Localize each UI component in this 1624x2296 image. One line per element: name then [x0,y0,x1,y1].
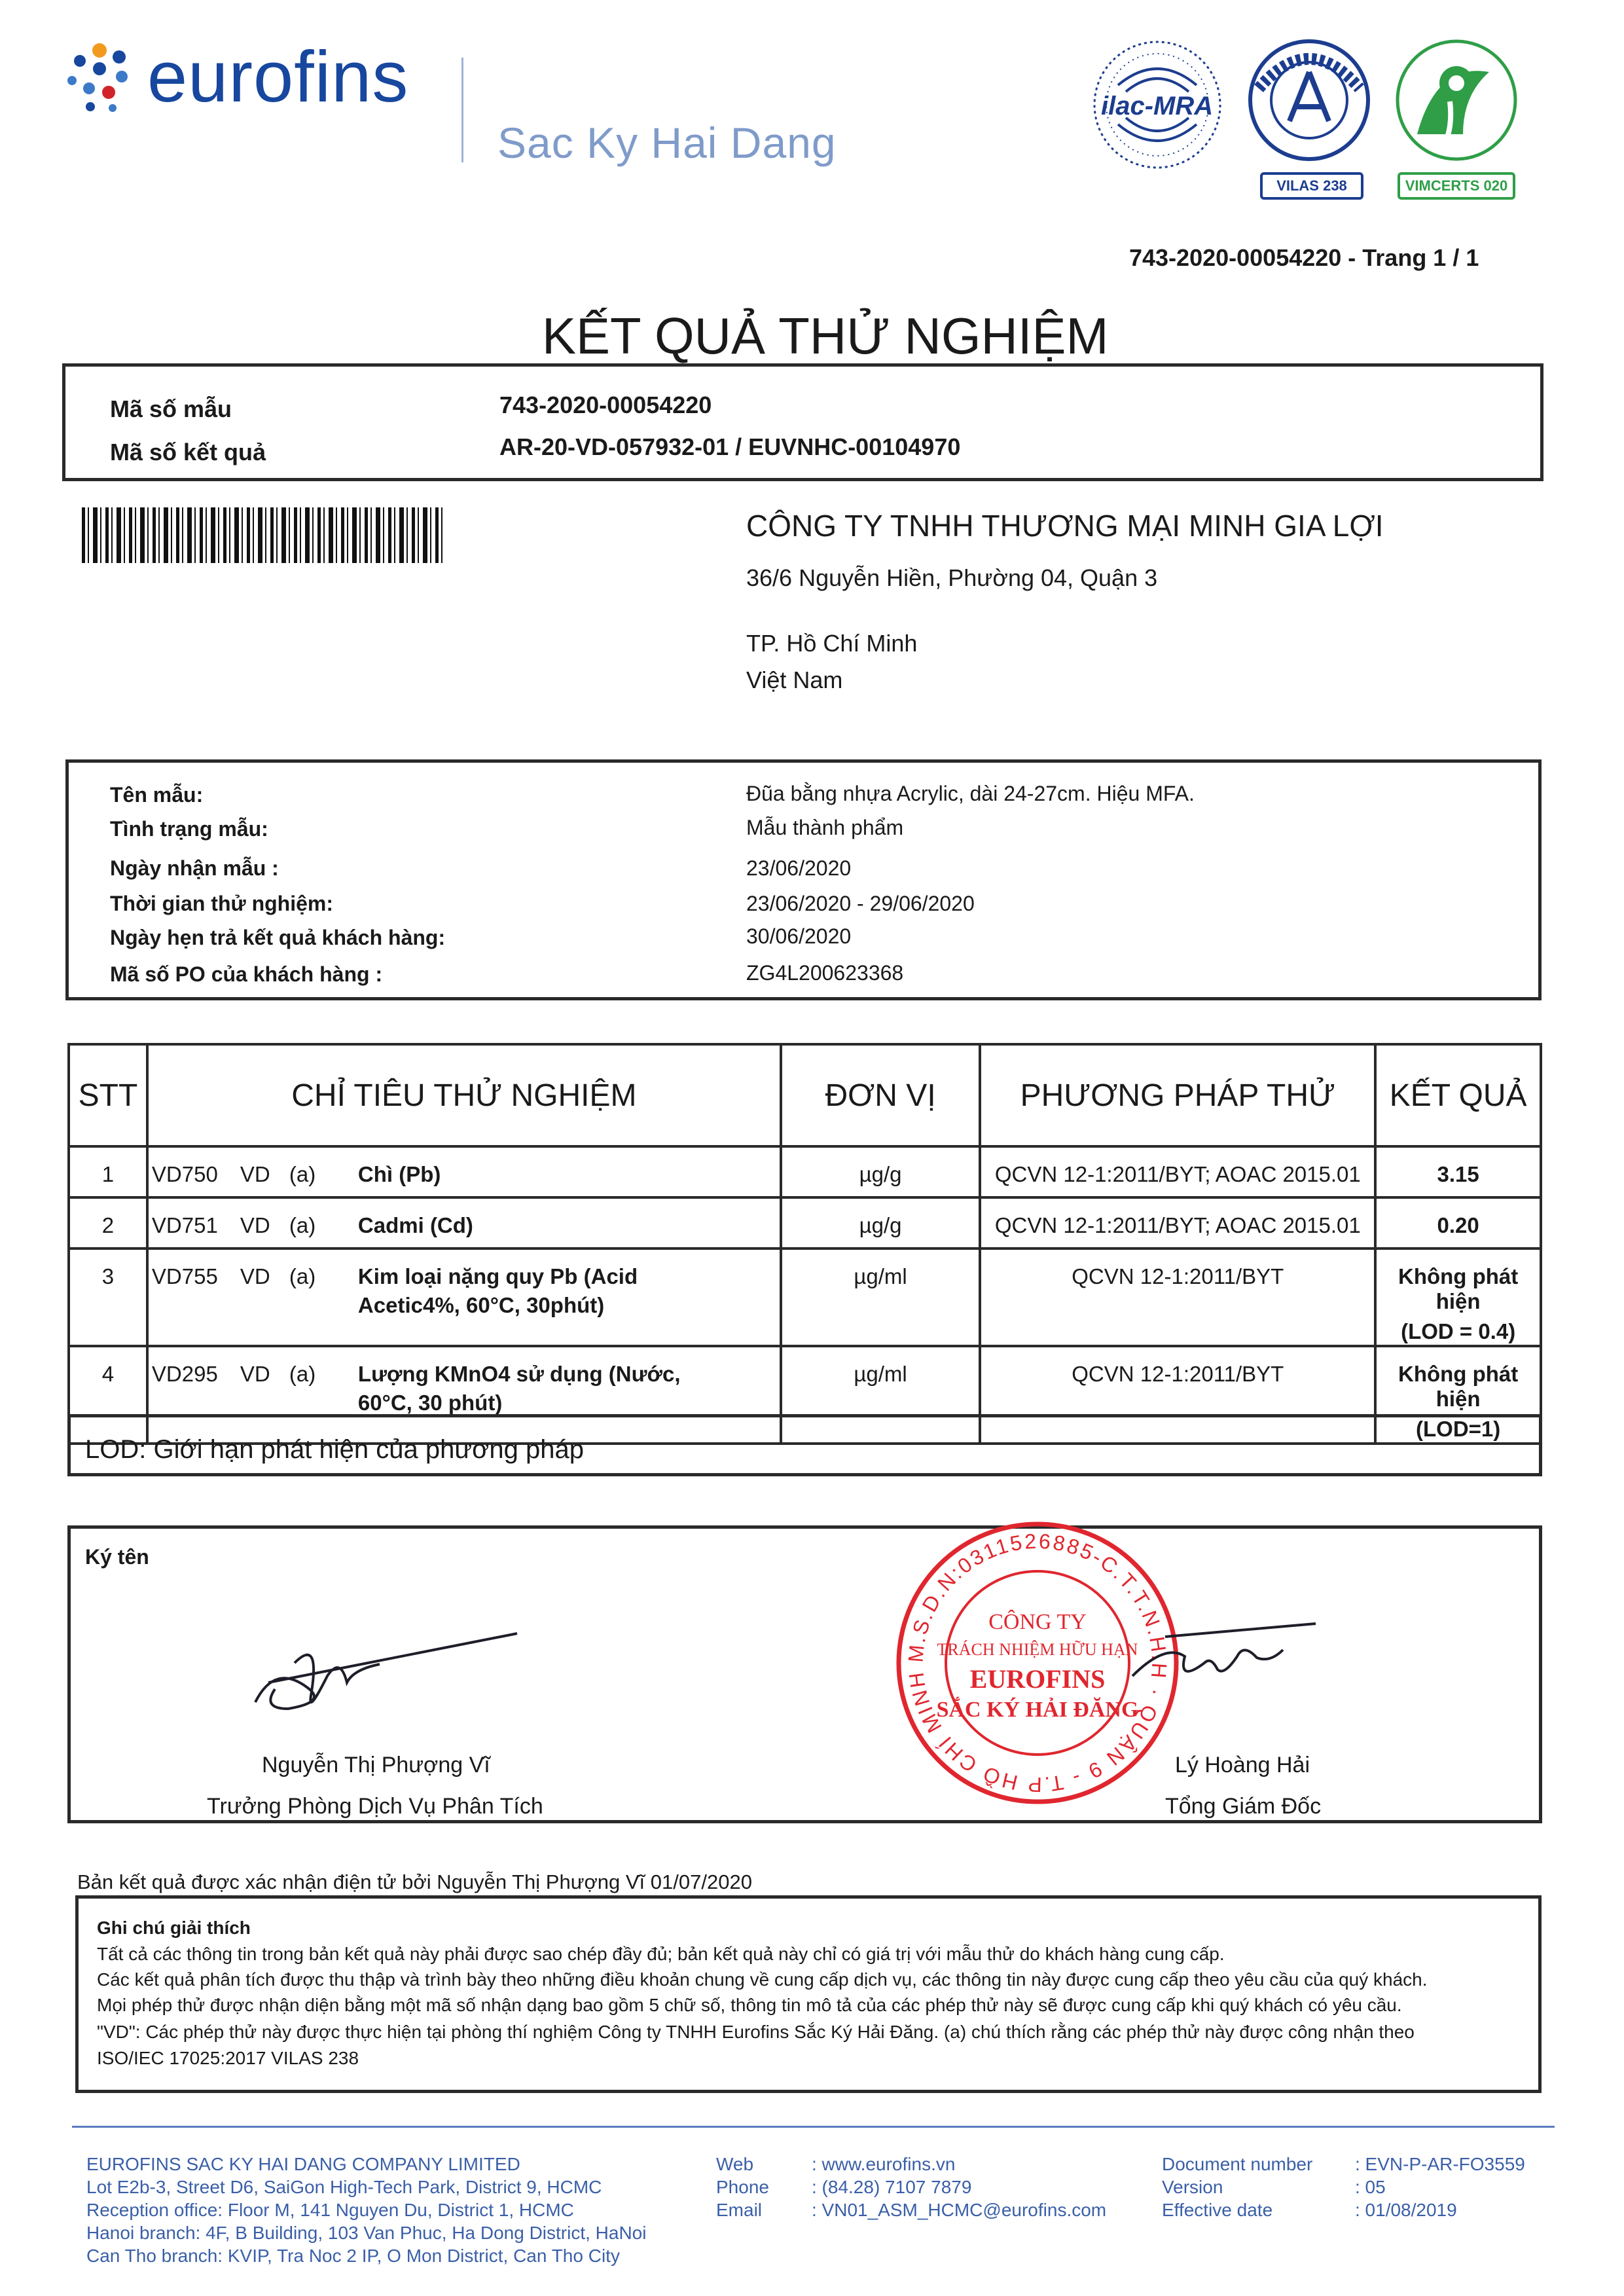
ilac-mra-badge [1092,39,1223,170]
seal-line3: EUROFINS [969,1664,1106,1694]
footer-effdate-value: : 01/08/2019 [1355,2200,1457,2220]
right-signer-name: Lý Hoàng Hải [1175,1753,1310,1777]
footer-web-label: Web [716,2154,754,2174]
table-row [69,1197,1541,1248]
lod-note: LOD: Giới hạn phát hiện của phương pháp [85,1435,584,1464]
row-unit: µg/g [781,1197,980,1248]
row-test-code: VD755 [151,1264,218,1288]
row-parameter-name-cont: 60°C, 30 phút) [357,1391,503,1415]
footer-address: Lot E2b-3, Street D6, SaiGon High-Tech Park, District 9, HCMC [86,2177,602,2197]
header-stt: STT [69,1044,147,1146]
row-parameter [147,1146,781,1197]
row-stt: 3 [69,1248,147,1346]
result-code-value: AR-20-VD-057932-01 / EUVNHC-00104970 [499,433,961,460]
row-parameter [147,1197,781,1248]
row-accreditation-mark: (a) [289,1213,316,1237]
notes-line: Mọi phép thử được nhận diện bằng một mã số nhận dạng bao gồm 5 chữ số, thông tin mô tả của các phép thử này sẽ được cung cấp khi quý khách có yêu cầu. [97,1995,1402,2015]
row-unit: µg/ml [781,1248,980,1346]
row-accreditation-mark: (a) [289,1362,316,1386]
sample-info-value: Mẫu thành phẩm [746,816,904,839]
result-code-label: Mã số kết quả [110,439,266,465]
header-method: PHƯƠNG PHÁP THỬ [980,1044,1375,1146]
left-signer-name: Nguyễn Thị Phượng Vĩ [262,1753,490,1777]
sample-code-value: 743-2020-00054220 [499,392,712,418]
row-parameter-name: Lượng KMnO4 sử dụng (Nước, [357,1362,681,1386]
row-parameter-name-cont: Acetic4%, 60°C, 30phút) [357,1293,605,1317]
sample-code-label: Mã số mẫu [110,395,232,422]
results-header-row [69,1044,1541,1146]
row-result-line2: (LOD = 0.4) [1401,1319,1516,1343]
row-unit: µg/ml [781,1346,980,1444]
sample-info-value: ZG4L200623368 [746,961,904,985]
ilac-mra-text: ilac-MRA [1101,92,1214,120]
footer-company: EUROFINS SAC KY HAI DANG COMPANY LIMITED [86,2154,520,2174]
row-parameter-name: Kim loại nặng quy Pb (Acid [357,1264,638,1288]
vilas-label: VILAS 238 [1260,172,1363,200]
sample-barcode [82,507,445,563]
vimcerts-badge [1391,36,1522,200]
row-result-line1: Không phát hiện [1398,1362,1519,1411]
row-stt: 1 [69,1146,147,1197]
row-result-line2: (LOD=1) [1416,1417,1501,1441]
notes-line: ISO/IEC 17025:2017 VILAS 238 [97,2048,359,2068]
footer-docnum-label: Document number [1162,2154,1313,2174]
sample-info-label: Tình trạng mẫu: [110,817,268,841]
footer-divider [72,2126,1555,2128]
eurofins-logo [65,39,458,118]
results-table [67,1043,1542,1445]
footer-email-label: Email [716,2200,763,2220]
row-result: 3.15 [1375,1146,1541,1197]
sample-info-value: 23/06/2020 [746,856,852,880]
row-lab-code: VD [240,1162,270,1186]
table-row [69,1248,1541,1346]
sample-info-label: Mã số PO của khách hàng : [110,962,383,986]
row-lab-code: VD [240,1213,270,1237]
row-stt: 2 [69,1197,147,1248]
footer-phone-label: Phone [716,2177,769,2197]
table-row [69,1146,1541,1197]
footer-email-link[interactable]: : VN01_ASM_HCMC@eurofins.com [812,2200,1107,2220]
row-test-code: VD295 [151,1362,218,1386]
row-accreditation-mark: (a) [289,1264,316,1288]
sample-info-label: Ngày hẹn trả kết quả khách hàng: [110,926,446,949]
row-method: QCVN 12-1:2011/BYT [980,1346,1375,1444]
footer-phone-value: : (84.28) 7107 7879 [812,2177,972,2197]
sample-info-value: Đũa bằng nhựa Acrylic, dài 24-27cm. Hiệu MFA. [746,782,1195,805]
vimcerts-tree-icon [1391,36,1522,173]
right-signer-title: Tổng Giám Đốc [1165,1794,1322,1819]
row-parameter-name: Chì (Pb) [357,1162,441,1186]
header-result: KẾT QUẢ [1375,1044,1541,1146]
client-city: TP. Hồ Chí Minh [746,630,918,657]
header-divider [461,58,463,162]
row-parameter [147,1248,781,1346]
row-result [1375,1248,1541,1346]
notes-line: Tất cả các thông tin trong bản kết quả này phải được sao chép đầy đủ; bản kết quả này chỉ có giá trị với mẫu thử do khách hàng cung cấp. [97,1944,1225,1964]
electronic-confirmation: Bản kết quả được xác nhận điện tử bởi Nguyễn Thị Phượng Vĩ 01/07/2020 [77,1870,752,1893]
row-accreditation-mark: (a) [289,1162,316,1186]
right-signature [1126,1617,1322,1696]
row-test-code: VD751 [151,1213,218,1237]
seal-ring-text: M.S.D.N:0311526885-C.T.T.N.H.H · QUẬN 9 - T.P HỒ CHÍ MINH [903,1529,1172,1797]
brand-name: eurofins [147,37,409,117]
row-method: QCVN 12-1:2011/BYT [980,1248,1375,1346]
vimcerts-label: VIMCERTS 020 [1398,172,1515,200]
boa-accreditation-icon [1247,36,1371,173]
row-test-code: VD750 [151,1162,218,1186]
row-stt: 4 [69,1346,147,1444]
row-result: 0.20 [1375,1197,1541,1248]
document-title: KẾT QUẢ THỬ NGHIỆM [542,307,1109,365]
sample-info-label: Tên mẫu: [110,783,204,807]
row-method: QCVN 12-1:2011/BYT; AOAC 2015.01 [980,1146,1375,1197]
sample-info-label: Thời gian thử nghiệm: [110,892,333,915]
footer-version-label: Version [1162,2177,1223,2197]
footer-address: Can Tho branch: KVIP, Tra Noc 2 IP, O Mon District, Can Tho City [86,2246,620,2266]
row-lab-code: VD [240,1362,270,1386]
footer-version-value: : 05 [1355,2177,1386,2197]
notes-line: "VD": Các phép thử này được thực hiện tại phòng thí nghiệm Công ty TNHH Eurofins Sắc Ký Hải Đăng. (a) chú thích rằng các phép thử này được công nhận theo [97,2022,1415,2042]
header-unit: ĐƠN VỊ [781,1044,980,1146]
footer-web-link[interactable]: : www.eurofins.vn [812,2154,956,2174]
eurofins-dots-icon [65,43,137,115]
notes-heading: Ghi chú giải thích [97,1918,251,1938]
left-signer-title: Trưởng Phòng Dịch Vụ Phân Tích [207,1794,543,1819]
sample-info-label: Ngày nhận mẫu : [110,856,279,880]
row-lab-code: VD [240,1264,270,1288]
brand-subsidiary: Sac Ky Hai Dang [497,118,837,167]
sample-info-value: 30/06/2020 [746,924,852,948]
row-method: QCVN 12-1:2011/BYT; AOAC 2015.01 [980,1197,1375,1248]
footer-effdate-label: Effective date [1162,2200,1273,2220]
sample-id-box [62,363,1543,481]
footer-address: Reception office: Floor M, 141 Nguyen Du, District 1, HCMC [86,2200,574,2220]
seal-line2: TRÁCH NHIỆM HỮU HẠN [937,1640,1138,1659]
header-parameter: CHỈ TIÊU THỬ NGHIỆM [147,1044,781,1146]
footer-address: Hanoi branch: 4F, B Building, 103 Van Phuc, Ha Dong District, HaNoi [86,2223,647,2243]
row-unit: µg/g [781,1146,980,1197]
boa-vilas-badge [1247,36,1371,200]
seal-line4: SẮC KÝ HẢI ĐĂNG [936,1698,1139,1722]
client-address: 36/6 Nguyễn Hiền, Phường 04, Quận 3 [746,564,1158,591]
client-name: CÔNG TY TNHH THƯƠNG MẠI MINH GIA LỢI [746,509,1384,543]
page-reference: 743-2020-00054220 - Trang 1 / 1 [1129,244,1479,271]
row-parameter-name: Cadmi (Cd) [357,1213,473,1237]
row-result-line1: Không phát hiện [1398,1264,1519,1313]
sample-info-value: 23/06/2020 - 29/06/2020 [746,892,975,915]
footer-docnum-value: : EVN-P-AR-FO3559 [1355,2154,1525,2174]
client-country: Việt Nam [746,666,843,693]
seal-line1: CÔNG TY [988,1610,1087,1634]
notes-line: Các kết quả phân tích được thu thập và trình bày theo những điều khoản chung về cung cấp dịch vụ, các thông tin này được cung cấp theo yêu cầu của quý khách. [97,1969,1428,1990]
left-signature [249,1611,524,1728]
signature-heading: Ký tên [85,1545,149,1569]
